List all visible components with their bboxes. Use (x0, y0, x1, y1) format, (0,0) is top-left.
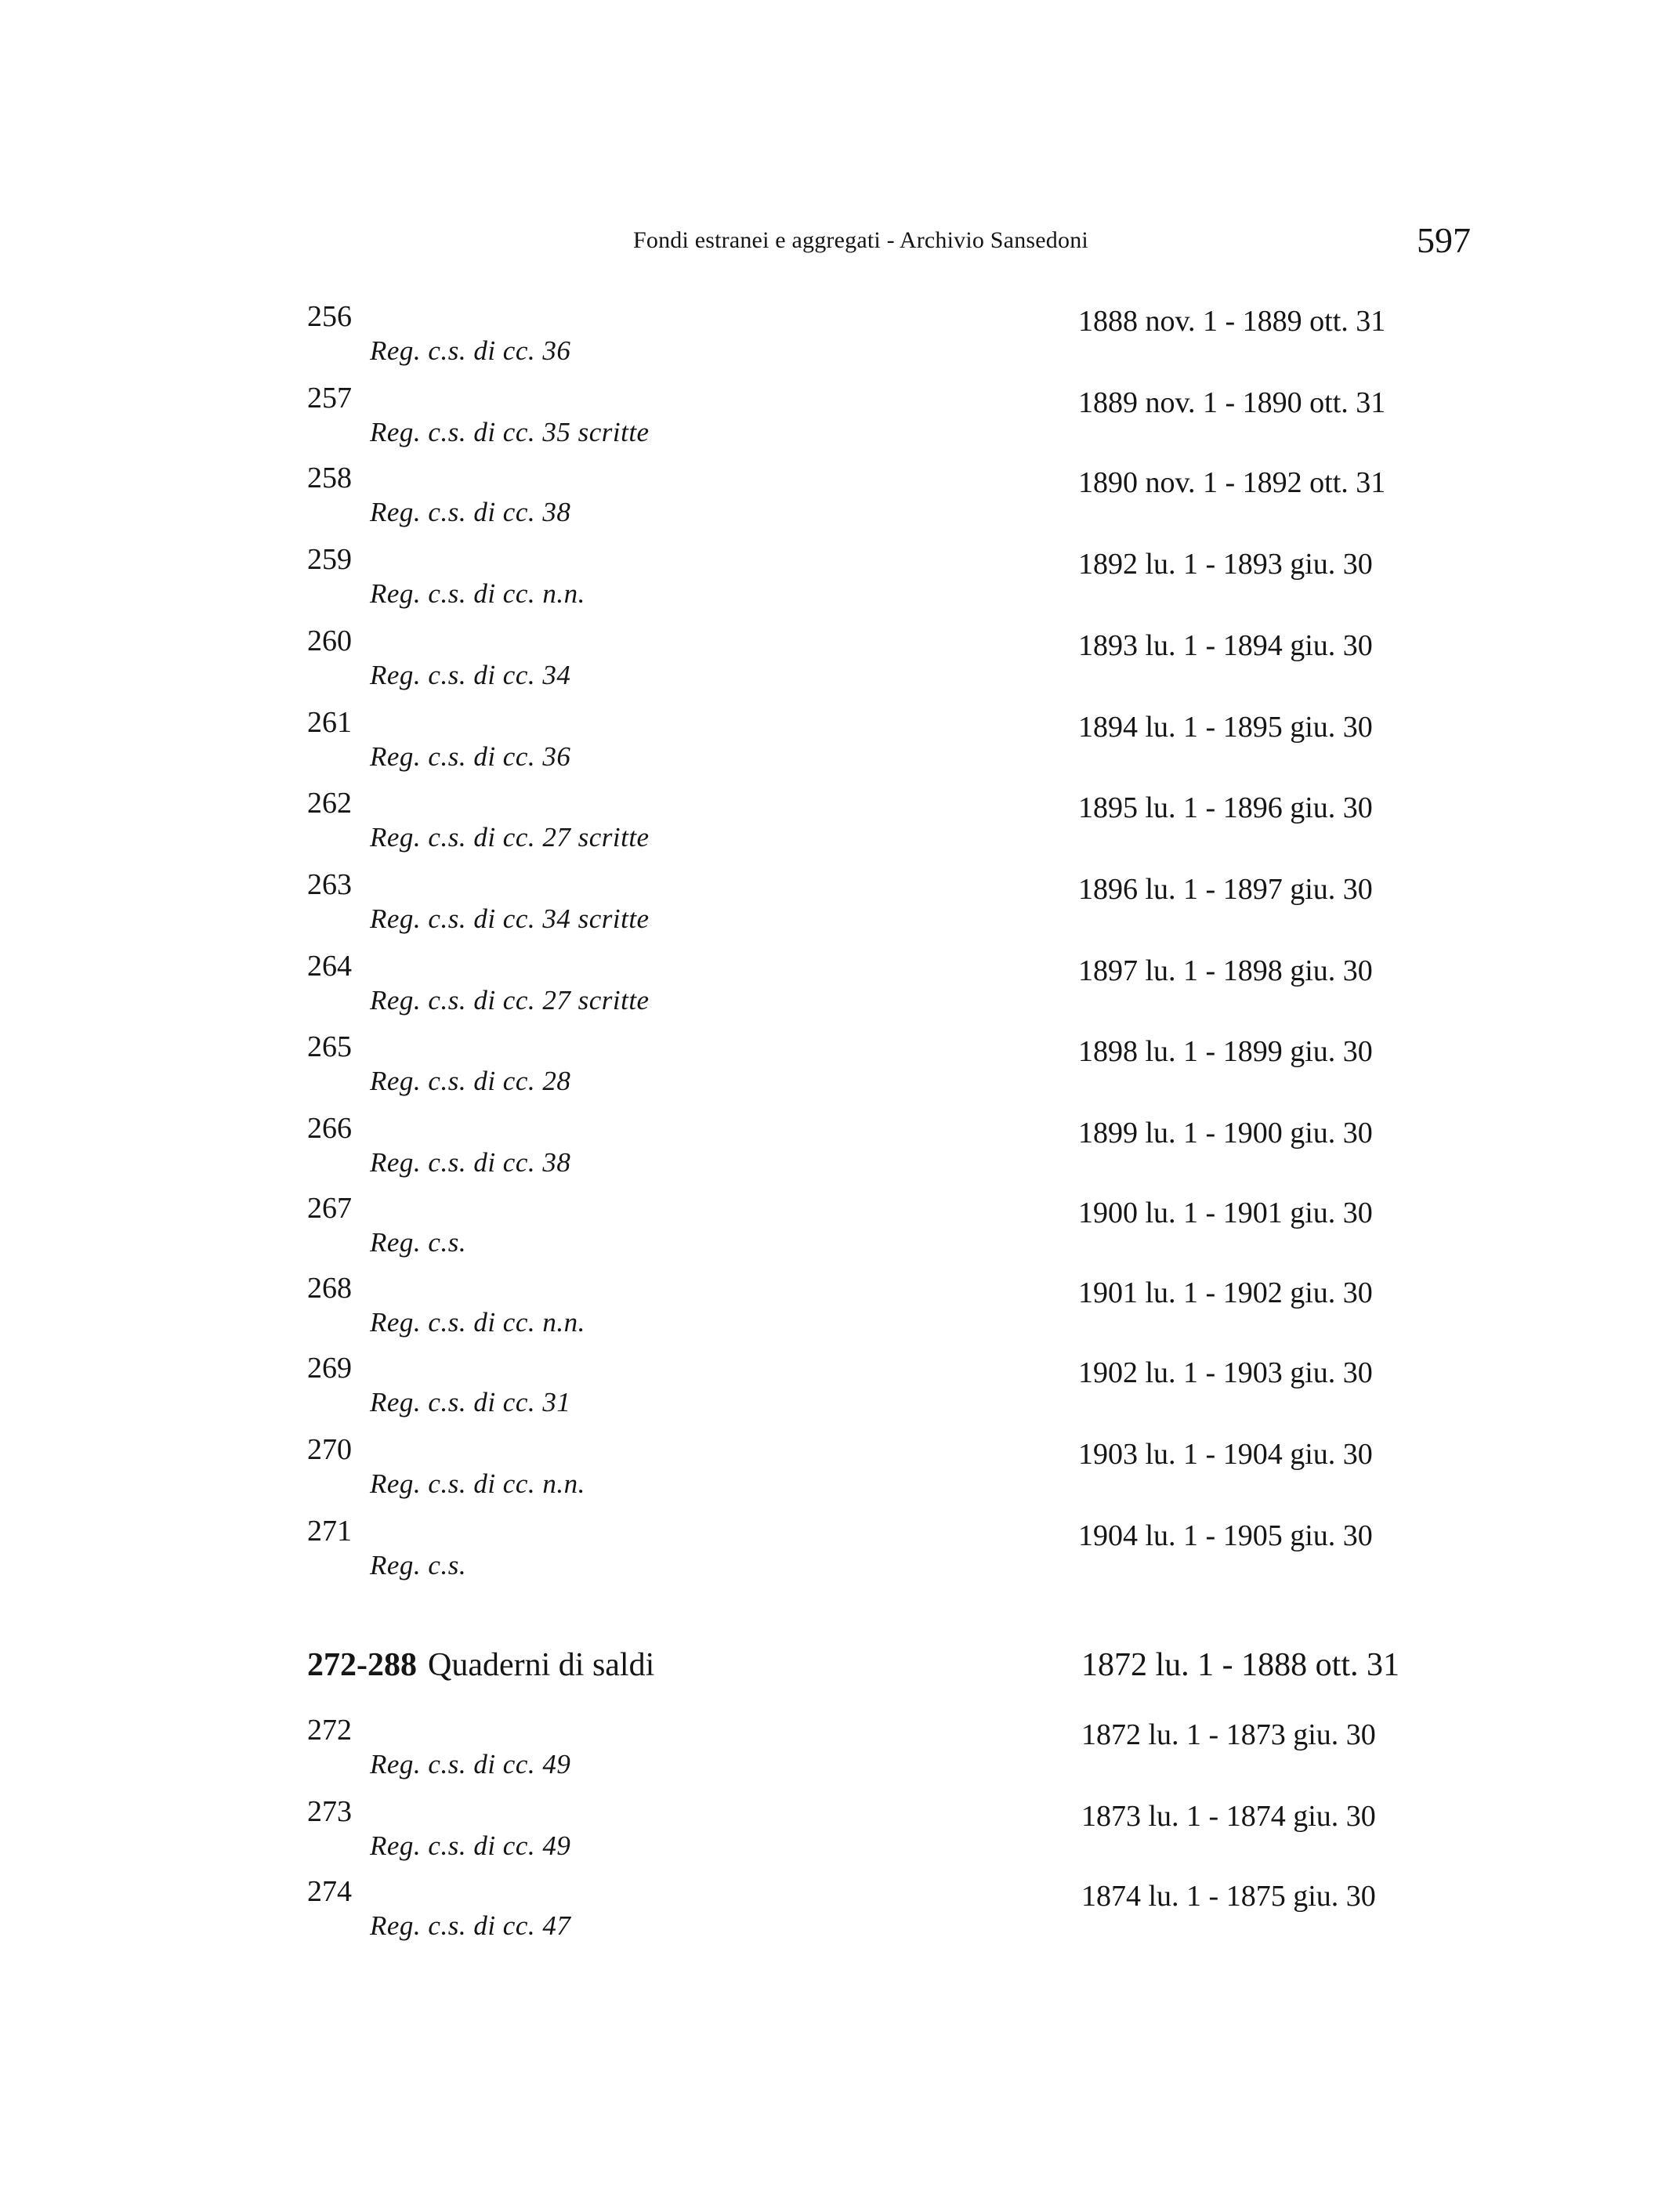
entry-date: 1874 lu. 1 - 1875 giu. 30 (1081, 1880, 1376, 1913)
entry-row (0, 1794, 1680, 1873)
entry-number: 263 (307, 868, 352, 901)
entry-description: Reg. c.s. (370, 1227, 467, 1258)
entry-number: 270 (307, 1433, 352, 1466)
entry-row (0, 1351, 1680, 1429)
entry-row (0, 1514, 1680, 1592)
entry-description: Reg. c.s. di cc. 28 (370, 1066, 571, 1096)
entry-number: 262 (307, 787, 352, 820)
series-date: 1872 lu. 1 - 1888 ott. 31 (1081, 1647, 1399, 1683)
entry-date: 1899 lu. 1 - 1900 giu. 30 (1078, 1117, 1373, 1149)
entry-number: 271 (307, 1515, 352, 1548)
series-range: 272-288 (307, 1647, 417, 1683)
entry-date: 1904 lu. 1 - 1905 giu. 30 (1078, 1519, 1373, 1552)
entry-number: 258 (307, 462, 352, 494)
entry-date: 1888 nov. 1 - 1889 ott. 31 (1078, 305, 1386, 338)
page-number: 597 (1417, 220, 1471, 260)
entry-description: Reg. c.s. di cc. 36 (370, 741, 571, 772)
entry-number: 256 (307, 300, 352, 333)
entry-row (0, 705, 1680, 784)
entry-date: 1895 lu. 1 - 1896 giu. 30 (1078, 791, 1373, 824)
entry-number: 269 (307, 1352, 352, 1385)
entry-date: 1902 lu. 1 - 1903 giu. 30 (1078, 1356, 1373, 1389)
entry-description: Reg. c.s. di cc. 34 (370, 660, 571, 690)
entry-date: 1896 lu. 1 - 1897 giu. 30 (1078, 873, 1373, 906)
series-title: Quaderni di saldi (428, 1647, 655, 1683)
series-heading (307, 1646, 654, 1685)
entry-description: Reg. c.s. di cc. 38 (370, 497, 571, 527)
entry-description: Reg. c.s. di cc. n.n. (370, 578, 585, 609)
entry-row (0, 1191, 1680, 1269)
entry-row (0, 867, 1680, 946)
entry-number: 265 (307, 1030, 352, 1063)
entry-description: Reg. c.s. di cc. n.n. (370, 1307, 585, 1338)
entry-description: Reg. c.s. di cc. 36 (370, 335, 571, 366)
entry-number: 261 (307, 706, 352, 739)
entry-row (0, 299, 1680, 378)
entry-date: 1893 lu. 1 - 1894 giu. 30 (1078, 629, 1373, 662)
entry-description: Reg. c.s. di cc. 31 (370, 1387, 571, 1417)
entry-description: Reg. c.s. di cc. 27 scritte (370, 822, 650, 853)
entry-description: Reg. c.s. di cc. 47 (370, 1910, 571, 1941)
running-title: Fondi estranei e aggregati - Archivio Sansedoni (633, 227, 1088, 253)
entry-row (0, 1030, 1680, 1108)
entry-number: 260 (307, 625, 352, 657)
entry-description: Reg. c.s. di cc. 38 (370, 1147, 571, 1178)
entry-date: 1900 lu. 1 - 1901 giu. 30 (1078, 1197, 1373, 1229)
entry-number: 257 (307, 382, 352, 415)
entry-date: 1873 lu. 1 - 1874 giu. 30 (1081, 1800, 1376, 1833)
entry-row (0, 786, 1680, 864)
entry-number: 264 (307, 950, 352, 983)
entry-date: 1898 lu. 1 - 1899 giu. 30 (1078, 1035, 1373, 1068)
entry-row (0, 1713, 1680, 1791)
entry-description: Reg. c.s. (370, 1550, 467, 1580)
entry-number: 266 (307, 1112, 352, 1145)
entry-description: Reg. c.s. di cc. n.n. (370, 1468, 585, 1499)
entry-row (0, 949, 1680, 1027)
entry-date: 1892 lu. 1 - 1893 giu. 30 (1078, 548, 1373, 581)
entry-description: Reg. c.s. di cc. 34 scritte (370, 903, 650, 934)
entry-row (0, 1111, 1680, 1189)
entry-number: 273 (307, 1795, 352, 1828)
entry-date: 1901 lu. 1 - 1902 giu. 30 (1078, 1276, 1373, 1309)
entry-number: 274 (307, 1875, 352, 1908)
entry-number: 268 (307, 1272, 352, 1305)
entry-description: Reg. c.s. di cc. 35 scritte (370, 417, 650, 447)
entry-row (0, 1432, 1680, 1511)
entry-description: Reg. c.s. di cc. 49 (370, 1749, 571, 1779)
entry-number: 267 (307, 1192, 352, 1225)
entry-row (0, 624, 1680, 702)
entry-row (0, 381, 1680, 459)
entry-description: Reg. c.s. di cc. 49 (370, 1830, 571, 1861)
entry-date: 1894 lu. 1 - 1895 giu. 30 (1078, 711, 1373, 744)
entry-date: 1889 nov. 1 - 1890 ott. 31 (1078, 386, 1386, 419)
entry-description: Reg. c.s. di cc. 27 scritte (370, 985, 650, 1016)
entry-row (0, 1874, 1680, 1953)
entry-row (0, 542, 1680, 621)
entry-row (0, 461, 1680, 539)
entry-date: 1903 lu. 1 - 1904 giu. 30 (1078, 1438, 1373, 1471)
entry-row (0, 1271, 1680, 1349)
entry-date: 1897 lu. 1 - 1898 giu. 30 (1078, 954, 1373, 987)
entry-date: 1872 lu. 1 - 1873 giu. 30 (1081, 1718, 1376, 1751)
entry-number: 272 (307, 1714, 352, 1747)
entry-date: 1890 nov. 1 - 1892 ott. 31 (1078, 466, 1386, 499)
entry-number: 259 (307, 543, 352, 576)
